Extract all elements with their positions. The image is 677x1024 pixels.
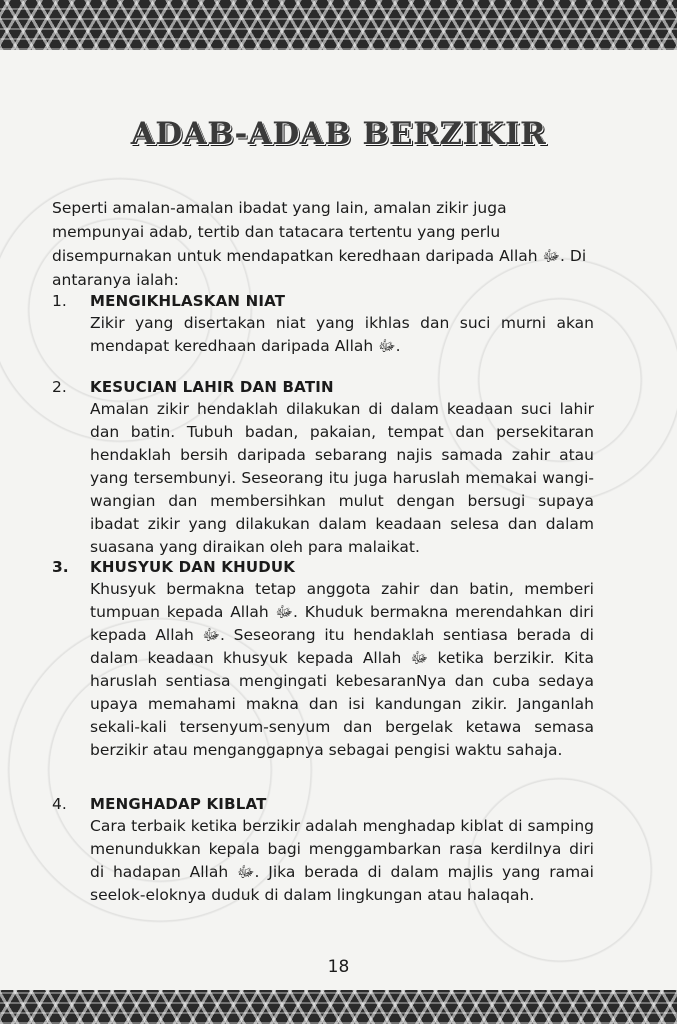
- item-heading: KHUSYUK DAN KHUDUK: [90, 558, 296, 576]
- page-title: ADAB-ADAB BERZIKIR: [130, 116, 547, 152]
- item-body: Cara terbaik ketika berzikir adalah menghadap kiblat di samping menundukkan kepala bagi menggambarkan rasa kerdilnya diri di hadapan Allah ﷻ. Jika berada di dalam majlis yang ramai seelok-eloknya duduk di dalam lingkungan atau halaqah.: [90, 817, 594, 904]
- item-body: Khusyuk bermakna tetap anggota zahir dan batin, memberi tumpuan kepada Allah ﷻ. Khuduk bermakna merendahkan diri kepada Allah ﷻ. Seseorang itu hendaklah sentiasa berada di dalam keadaan khusyuk kepada Allah ﷻ ketika berzikir. Kita haruslah sentiasa mengingati kebesaranNya dan cuba sedaya upaya memahami makna dan isi kandungan zikir. Janganlah sekali-kali tersenyum-senyum dan bergelak ketawa semasa berzikir atau menganggapnya sebagai pengisi waktu sahaja.: [90, 580, 594, 759]
- list-item: [52, 556, 594, 762]
- item-body: Amalan zikir hendaklah dilakukan di dalam keadaan suci lahir dan batin. Tubuh badan, pakaian, tempat dan persekitaran hendaklah bersih daripada sebarang najis samada zahir atau yang tersembunyi. Seseorang itu juga haruslah memakai wangi-wangian dan membersihkan mulut dengan bersugi supaya ibadat zikir yang dilakukan dalam keadaan selesa dan dalam suasana yang diraikan oleh para malaikat.: [90, 400, 594, 556]
- item-body: Zikir yang disertakan niat yang ikhlas dan suci murni akan mendapat keredhaan daripada Allah ﷻ.: [90, 314, 594, 355]
- decorative-border-bottom: [0, 990, 677, 1024]
- item-number: 4.: [52, 795, 67, 813]
- list-item: [52, 290, 594, 358]
- item-heading: KESUCIAN LAHIR DAN BATIN: [90, 378, 334, 396]
- list-item: [52, 376, 594, 559]
- list-item: [52, 793, 594, 907]
- intro-paragraph: Seperti amalan-amalan ibadat yang lain, amalan zikir juga mempunyai adab, tertib dan tatacara tertentu yang perlu disempurnakan untuk mendapatkan keredhaan daripada Allah ﷻ. Di antaranya ialah:: [52, 199, 587, 289]
- page-number: 18: [327, 957, 350, 977]
- item-number: 1.: [52, 292, 67, 310]
- item-heading: MENGHADAP KIBLAT: [90, 795, 267, 813]
- item-number: 3.: [52, 558, 69, 576]
- item-number: 2.: [52, 378, 67, 396]
- item-heading: MENGIKHLASKAN NIAT: [90, 292, 286, 310]
